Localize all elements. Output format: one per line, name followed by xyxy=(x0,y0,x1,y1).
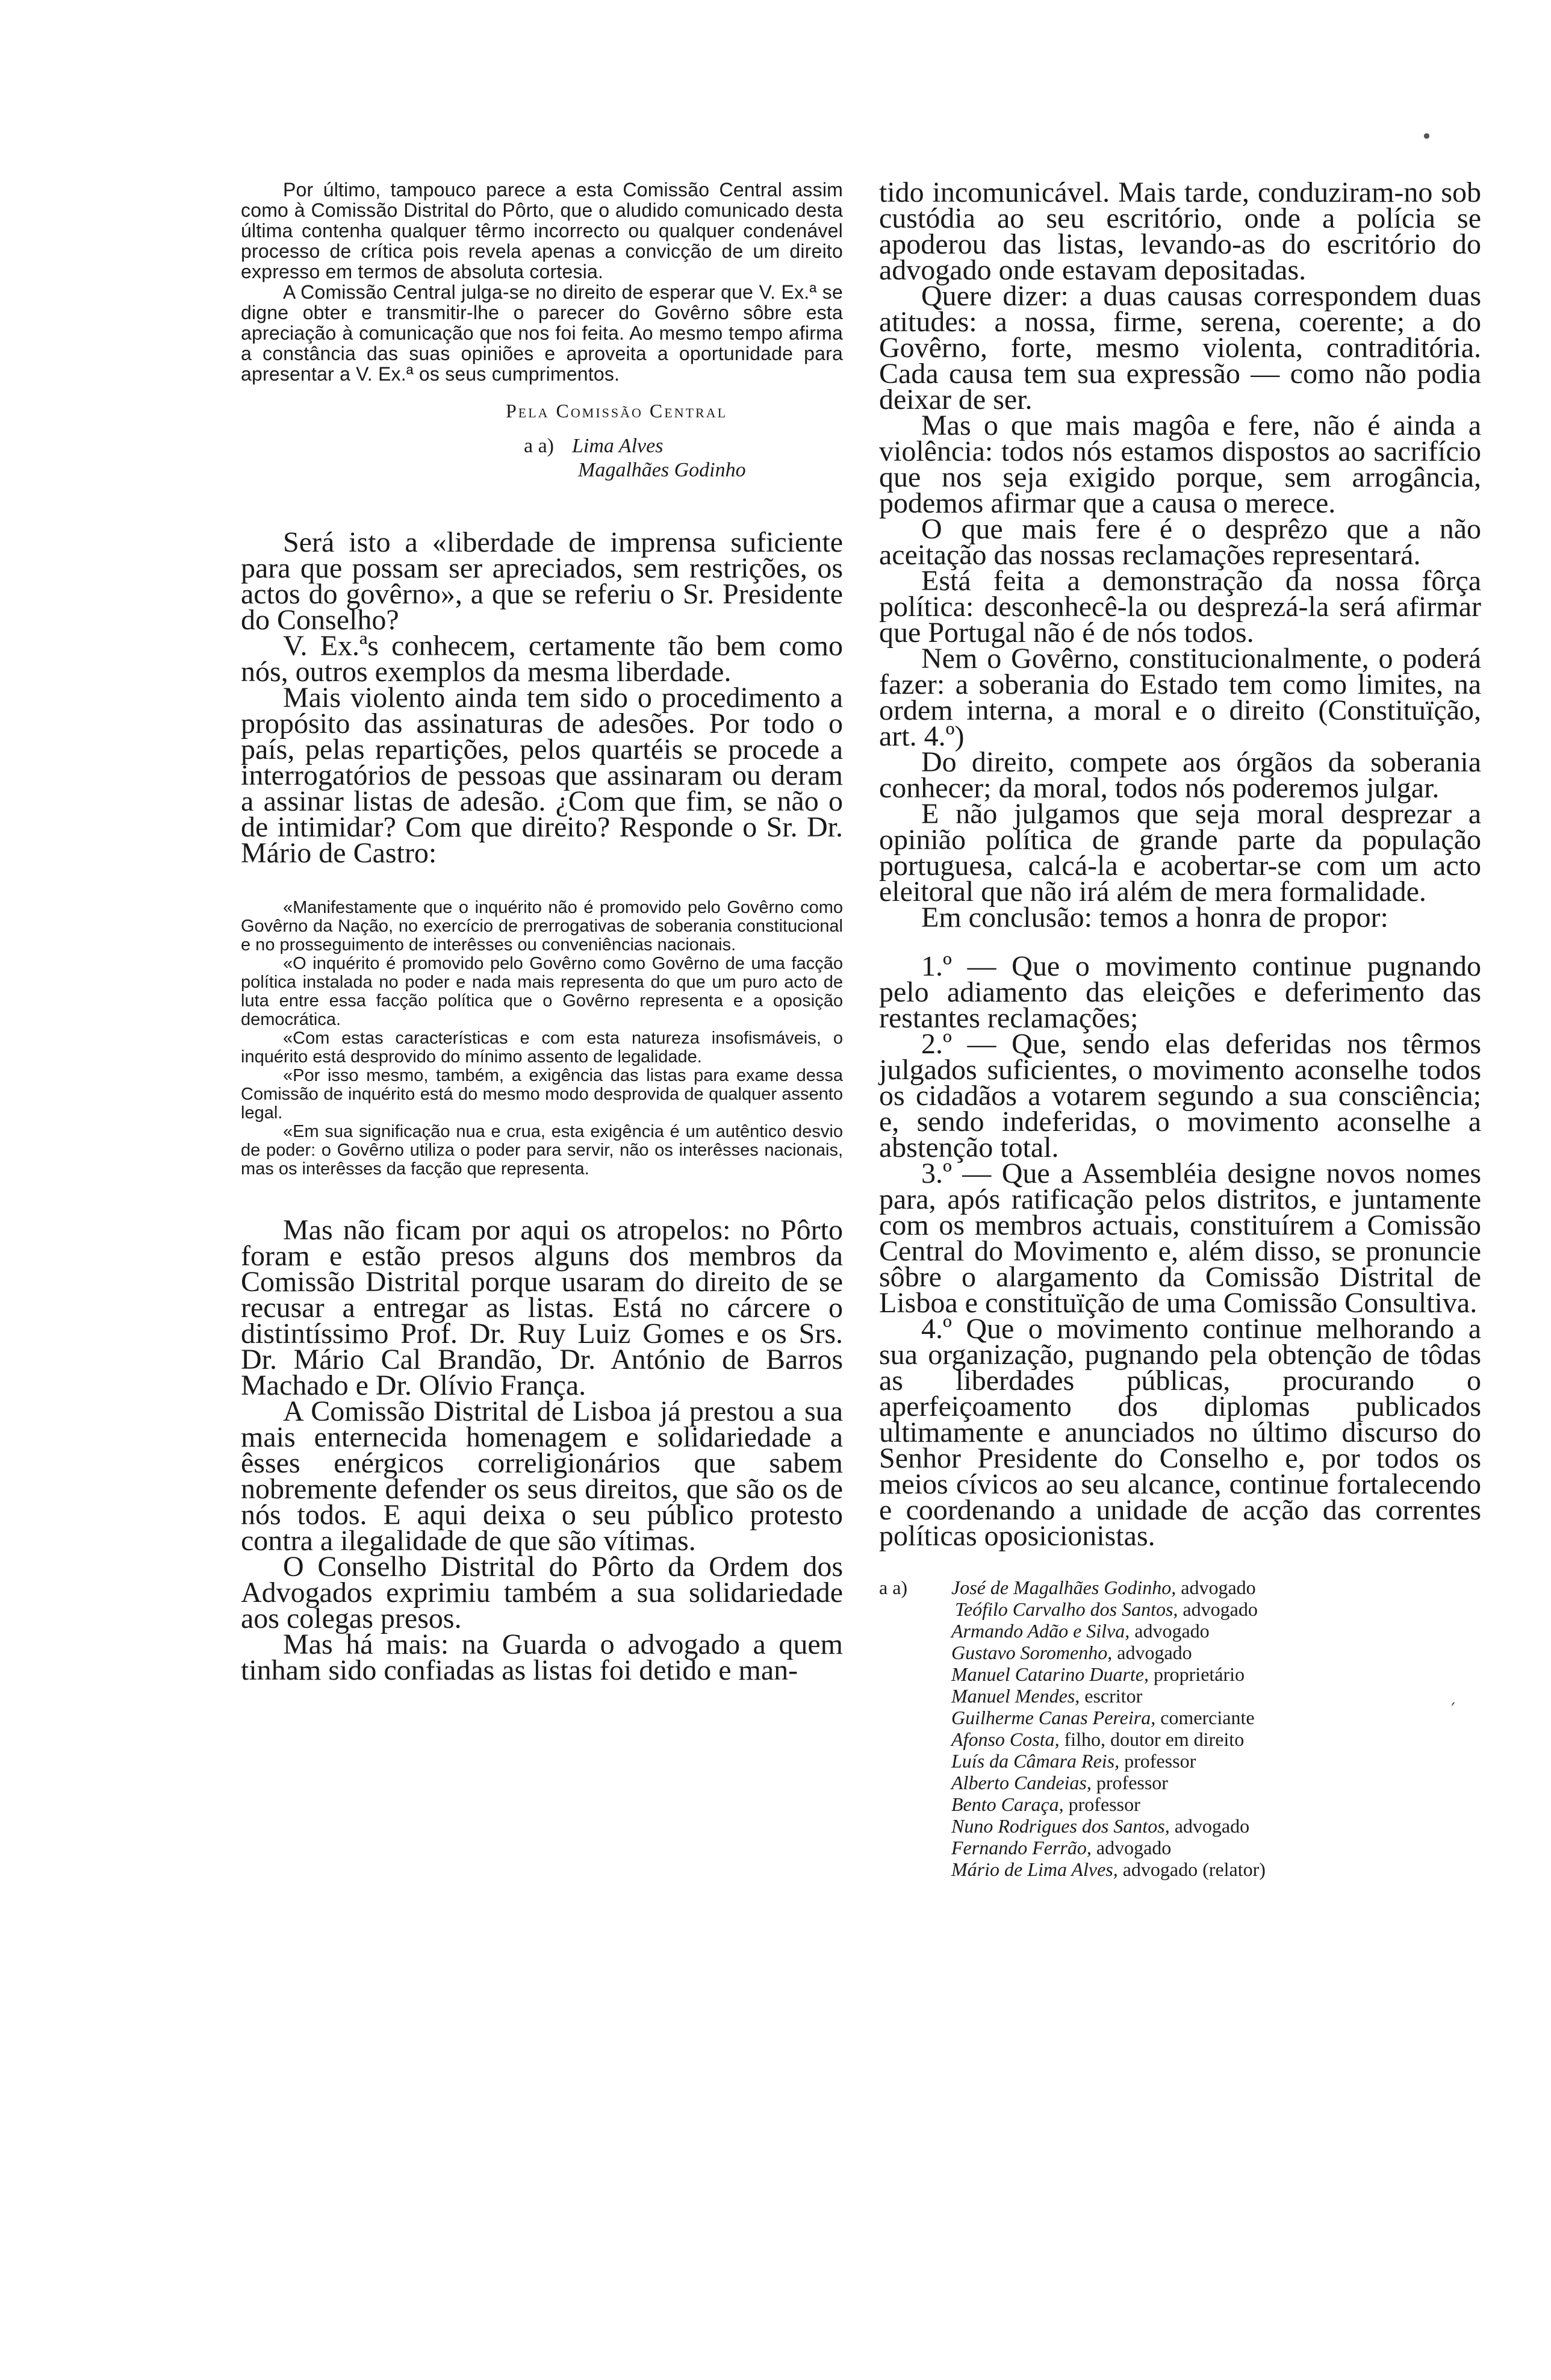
proposal-item: 4.º Que o movimento continue melhorando a sua organização, pugnando pela obtenção de tôdas as liberdades públicas, procurando o aperfeiçoamento dos diplomas publicados ultimamente e anunciados no último discurso do Senhor Presidente do Conselho e, por todos os meios cívicos ao seu alcance, continue fortalecendo e coordenando a unidade de acção das correntes políticas oposicionistas. xyxy=(879,1313,1481,1552)
signatory xyxy=(951,1663,1481,1685)
body-text xyxy=(879,176,1481,933)
signatory-name: Fernando Ferrão, xyxy=(951,1837,1092,1858)
signatory xyxy=(951,1750,1481,1772)
body-paragraph: O que mais fere é o desprêzo que a não aceitação das nossas reclamações representará. xyxy=(879,513,1481,571)
signatories-aa: a a) xyxy=(879,1577,908,1598)
signatory xyxy=(951,1707,1481,1728)
body-paragraph: Mas não ficam por aqui os atropelos: no Pôrto foram e estão presos alguns dos membros da Comissão Distrital porque usaram do direito de se recusar a entregar as listas. Está no cárcere o distintíssimo Prof. Dr. Ruy Luiz Gomes e os Srs. Dr. Mário Cal Brandão, Dr. António de Barros Machado e Dr. Olívio França. xyxy=(241,1214,843,1401)
stray-mark: • xyxy=(1421,125,1432,148)
signatory xyxy=(951,1642,1481,1663)
body-paragraph: O Conselho Distrital do Pôrto da Ordem dos Advogados exprimiu também a sua solidariedade aos colegas presos. xyxy=(241,1551,843,1634)
body-paragraph: Será isto a «liberdade de imprensa suficiente para que possam ser apreciados, sem restrições, os actos do govêrno», a que se referiu o Sr. Presidente do Conselho? xyxy=(241,526,843,636)
signatory-role: advogado (relator) xyxy=(1122,1858,1266,1880)
signatory-name: Nuno Rodrigues dos Santos, xyxy=(951,1815,1170,1837)
signatory xyxy=(951,1837,1481,1858)
signatory xyxy=(951,1793,1481,1815)
quote-paragraph: «Com estas características e com esta natureza insofismáveis, o inquérito está desprovido do mínimo assento de legalidade. xyxy=(241,1029,843,1067)
quoted-statement xyxy=(241,899,843,1179)
signatory xyxy=(951,1598,1481,1620)
signatory-name: Teófilo Carvalho dos Santos, xyxy=(955,1598,1178,1620)
quote-paragraph: «Por isso mesmo, também, a exigência das listas para exame dessa Comissão de inquérito está do mesmo modo desprovida de qualquer assento legal. xyxy=(241,1066,843,1123)
signatory-role: advogado xyxy=(1096,1837,1172,1858)
signatory xyxy=(951,1728,1481,1750)
right-column xyxy=(879,176,1481,1880)
signatory-role: escritor xyxy=(1084,1685,1143,1707)
signatory-name: Luís da Câmara Reis, xyxy=(951,1750,1120,1772)
signatory-role: advogado xyxy=(1117,1642,1192,1663)
signatory-name: Gustavo Soromenho, xyxy=(951,1642,1113,1663)
signature-aa: a a) xyxy=(524,435,555,457)
signatory-name: Bento Caraça, xyxy=(951,1793,1064,1815)
signatory-name: Mário de Lima Alves, xyxy=(951,1858,1118,1880)
signature-heading: Pela Comissão Central xyxy=(506,400,728,422)
signatory-role: professor xyxy=(1124,1750,1196,1772)
signatory-name: Afonso Costa, xyxy=(951,1728,1060,1750)
signature-block xyxy=(524,434,843,482)
proposals-list xyxy=(879,950,1481,1552)
proposal-item: 2.º — Que, sendo elas deferidas nos têrmos julgados suficientes, o movimento aconselhe todos os cidadãos a votarem segundo a sua consciência; e, sendo indeferidas, o movimento aconselhe a abstenção total. xyxy=(879,1028,1481,1164)
body-paragraph: Em conclusão: temos a honra de propor: xyxy=(921,902,1388,933)
body-text xyxy=(241,526,843,869)
signatory xyxy=(951,1815,1481,1837)
body-paragraph: Está feita a demonstração da nossa fôrça política: desconhecê-la ou desprezá-la será afirmar que Portugal não é de nós todos. xyxy=(879,565,1481,649)
signatory-name: Manuel Catarino Duarte, xyxy=(951,1663,1149,1685)
proposal-item: 3.º — Que a Assembléia designe novos nomes para, após ratificação pelos distritos, e juntamente com os membros actuais, constituírem a Comissão Central do Movimento e, além disso, se pronuncie sôbre o alargamento da Comissão Distrital de Lisboa e constituïção de uma Comissão Consultiva. xyxy=(879,1157,1481,1319)
signatory-role: proprietário xyxy=(1153,1663,1245,1685)
signatory-role: advogado xyxy=(1174,1815,1250,1837)
signatory-role: professor xyxy=(1096,1772,1168,1793)
signatory-role: filho, doutor em direito xyxy=(1064,1728,1245,1750)
signatory-role: comerciante xyxy=(1160,1707,1255,1728)
body-paragraph: V. Ex.ªs conhecem, certamente tão bem como nós, outros exemplos da mesma liberdade. xyxy=(241,630,843,688)
stray-mark: ′ xyxy=(1451,1698,1456,1721)
signatory-role: advogado xyxy=(1183,1598,1258,1620)
body-paragraph: Mas o que mais magôa e fere, não é ainda a violência: todos nós estamos dispostos ao sacrifício que nos seja exigido porque, sem arrogância, podemos afirmar que a causa o merece. xyxy=(879,410,1481,519)
signatory xyxy=(951,1577,1481,1598)
signatory xyxy=(951,1685,1481,1707)
body-paragraph: Quere dizer: a duas causas correspondem duas atitudes: a nossa, firme, serena, coerente; a do Govêrno, forte, mesmo violenta, contraditória. Cada causa tem sua expressão — como não podia deixar de ser. xyxy=(879,280,1481,416)
signatory xyxy=(951,1620,1481,1642)
signatory-name: Manuel Mendes, xyxy=(951,1685,1080,1707)
body-paragraph: E não julgamos que seja moral desprezar a opinião política de grande parte da população portuguesa, calcá-la e acobertar-se com um acto eleitoral que não irá além de mera formalidade. xyxy=(879,798,1481,908)
intro-paragraph: A Comissão Central julga-se no direito de esperar que V. Ex.ª se digne obter e transmitir-lhe o parecer do Govêrno sôbre esta apreciação à comunicação que nos foi feita. Ao mesmo tempo afirma a constância das suas opiniões e aproveita a oportunidade para apresentar a V. Ex.ª os seus cumprimentos. xyxy=(241,281,843,385)
body-paragraph: Do direito, compete aos órgãos da soberania conhecer; da moral, todos nós poderemos julgar. xyxy=(879,746,1481,804)
body-paragraph: Mas há mais: na Guarda o advogado a quem tinham sido confiadas as listas foi detido e man- xyxy=(241,1628,843,1686)
signatory-name: Guilherme Canas Pereira, xyxy=(951,1707,1156,1728)
signatory-name: Alberto Candeias, xyxy=(951,1772,1092,1793)
signature-name: Magalhães Godinho xyxy=(578,459,746,481)
closing-text xyxy=(241,1214,843,1686)
left-column xyxy=(241,179,843,1686)
signatory xyxy=(951,1772,1481,1793)
signatory-role: advogado xyxy=(1134,1620,1210,1642)
intro-paragraph: Por último, tampouco parece a esta Comissão Central assim como à Comissão Distrital do Pôrto, que o aludido comunicado desta última contenha qualquer têrmo incorrecto ou qualquer condenável processo de crítica pois revela apenas a convicção de um direito expresso em termos de absoluta cortesia. xyxy=(241,179,843,282)
proposal-item: 1.º — Que o movimento continue pugnando pelo adiamento das eleições e deferimento das restantes reclamações; xyxy=(879,950,1481,1034)
signatory-name: José de Magalhães Godinho, xyxy=(951,1577,1176,1598)
quote-paragraph: «Em sua significação nua e crua, esta exigência é um autêntico desvio de poder: o Govêrno utiliza o poder para servir, não os interêsses nacionais, mas os interêsses da facção que representa. xyxy=(241,1122,843,1179)
body-paragraph: Mais violento ainda tem sido o procedimento a propósito das assinaturas de adesões. Por todo o país, pelas repartições, pelos quartéis se procede a interrogatórios de pessoas que assinaram ou deram a assinar listas de adesão. ¿Com que fim, se não o de intimidar? Com que direito? Responde o Sr. Dr. Mário de Castro: xyxy=(241,682,843,869)
intro-letter xyxy=(241,179,843,384)
body-paragraph: tido incomunicável. Mais tarde, conduziram-no sob custódia ao seu escritório, onde a polícia se apoderou das listas, levando-as do escritório do advogado onde estavam depositadas. xyxy=(879,176,1481,286)
signatory-role: professor xyxy=(1068,1793,1140,1815)
quote-paragraph: «Manifestamente que o inquérito não é promovido pelo Govêrno como Govêrno da Nação, no exercício de prerrogativas de soberania constitucional e no prosseguimento de interêsses ou conveniências nacionais. xyxy=(241,898,843,955)
signatories-block xyxy=(879,1577,1481,1880)
body-paragraph: A Comissão Distrital de Lisboa já prestou a sua mais enternecida homenagem e solidariedade a êsses enérgicos correligionários que sabem nobremente defender os seus direitos, que são os de nós todos. E aqui deixa o seu público protesto contra a ilegalidade de que são vítimas. xyxy=(241,1395,843,1557)
quote-paragraph: «O inquérito é promovido pelo Govêrno como Govêrno de uma facção política instalada no poder e nada mais representa do que um puro acto de luta entre essa facção política que o Govêrno representa e a oposição democrática. xyxy=(241,954,843,1029)
signatory-name: Armando Adão e Silva, xyxy=(951,1620,1130,1642)
signatory xyxy=(951,1858,1481,1880)
signatory-role: advogado xyxy=(1181,1577,1256,1598)
signature-name: Lima Alves xyxy=(572,435,664,457)
body-paragraph: Nem o Govêrno, constitucionalmente, o poderá fazer: a soberania do Estado tem como limites, na ordem interna, a moral e o direito (Constituïção, art. 4.º) xyxy=(879,643,1481,752)
